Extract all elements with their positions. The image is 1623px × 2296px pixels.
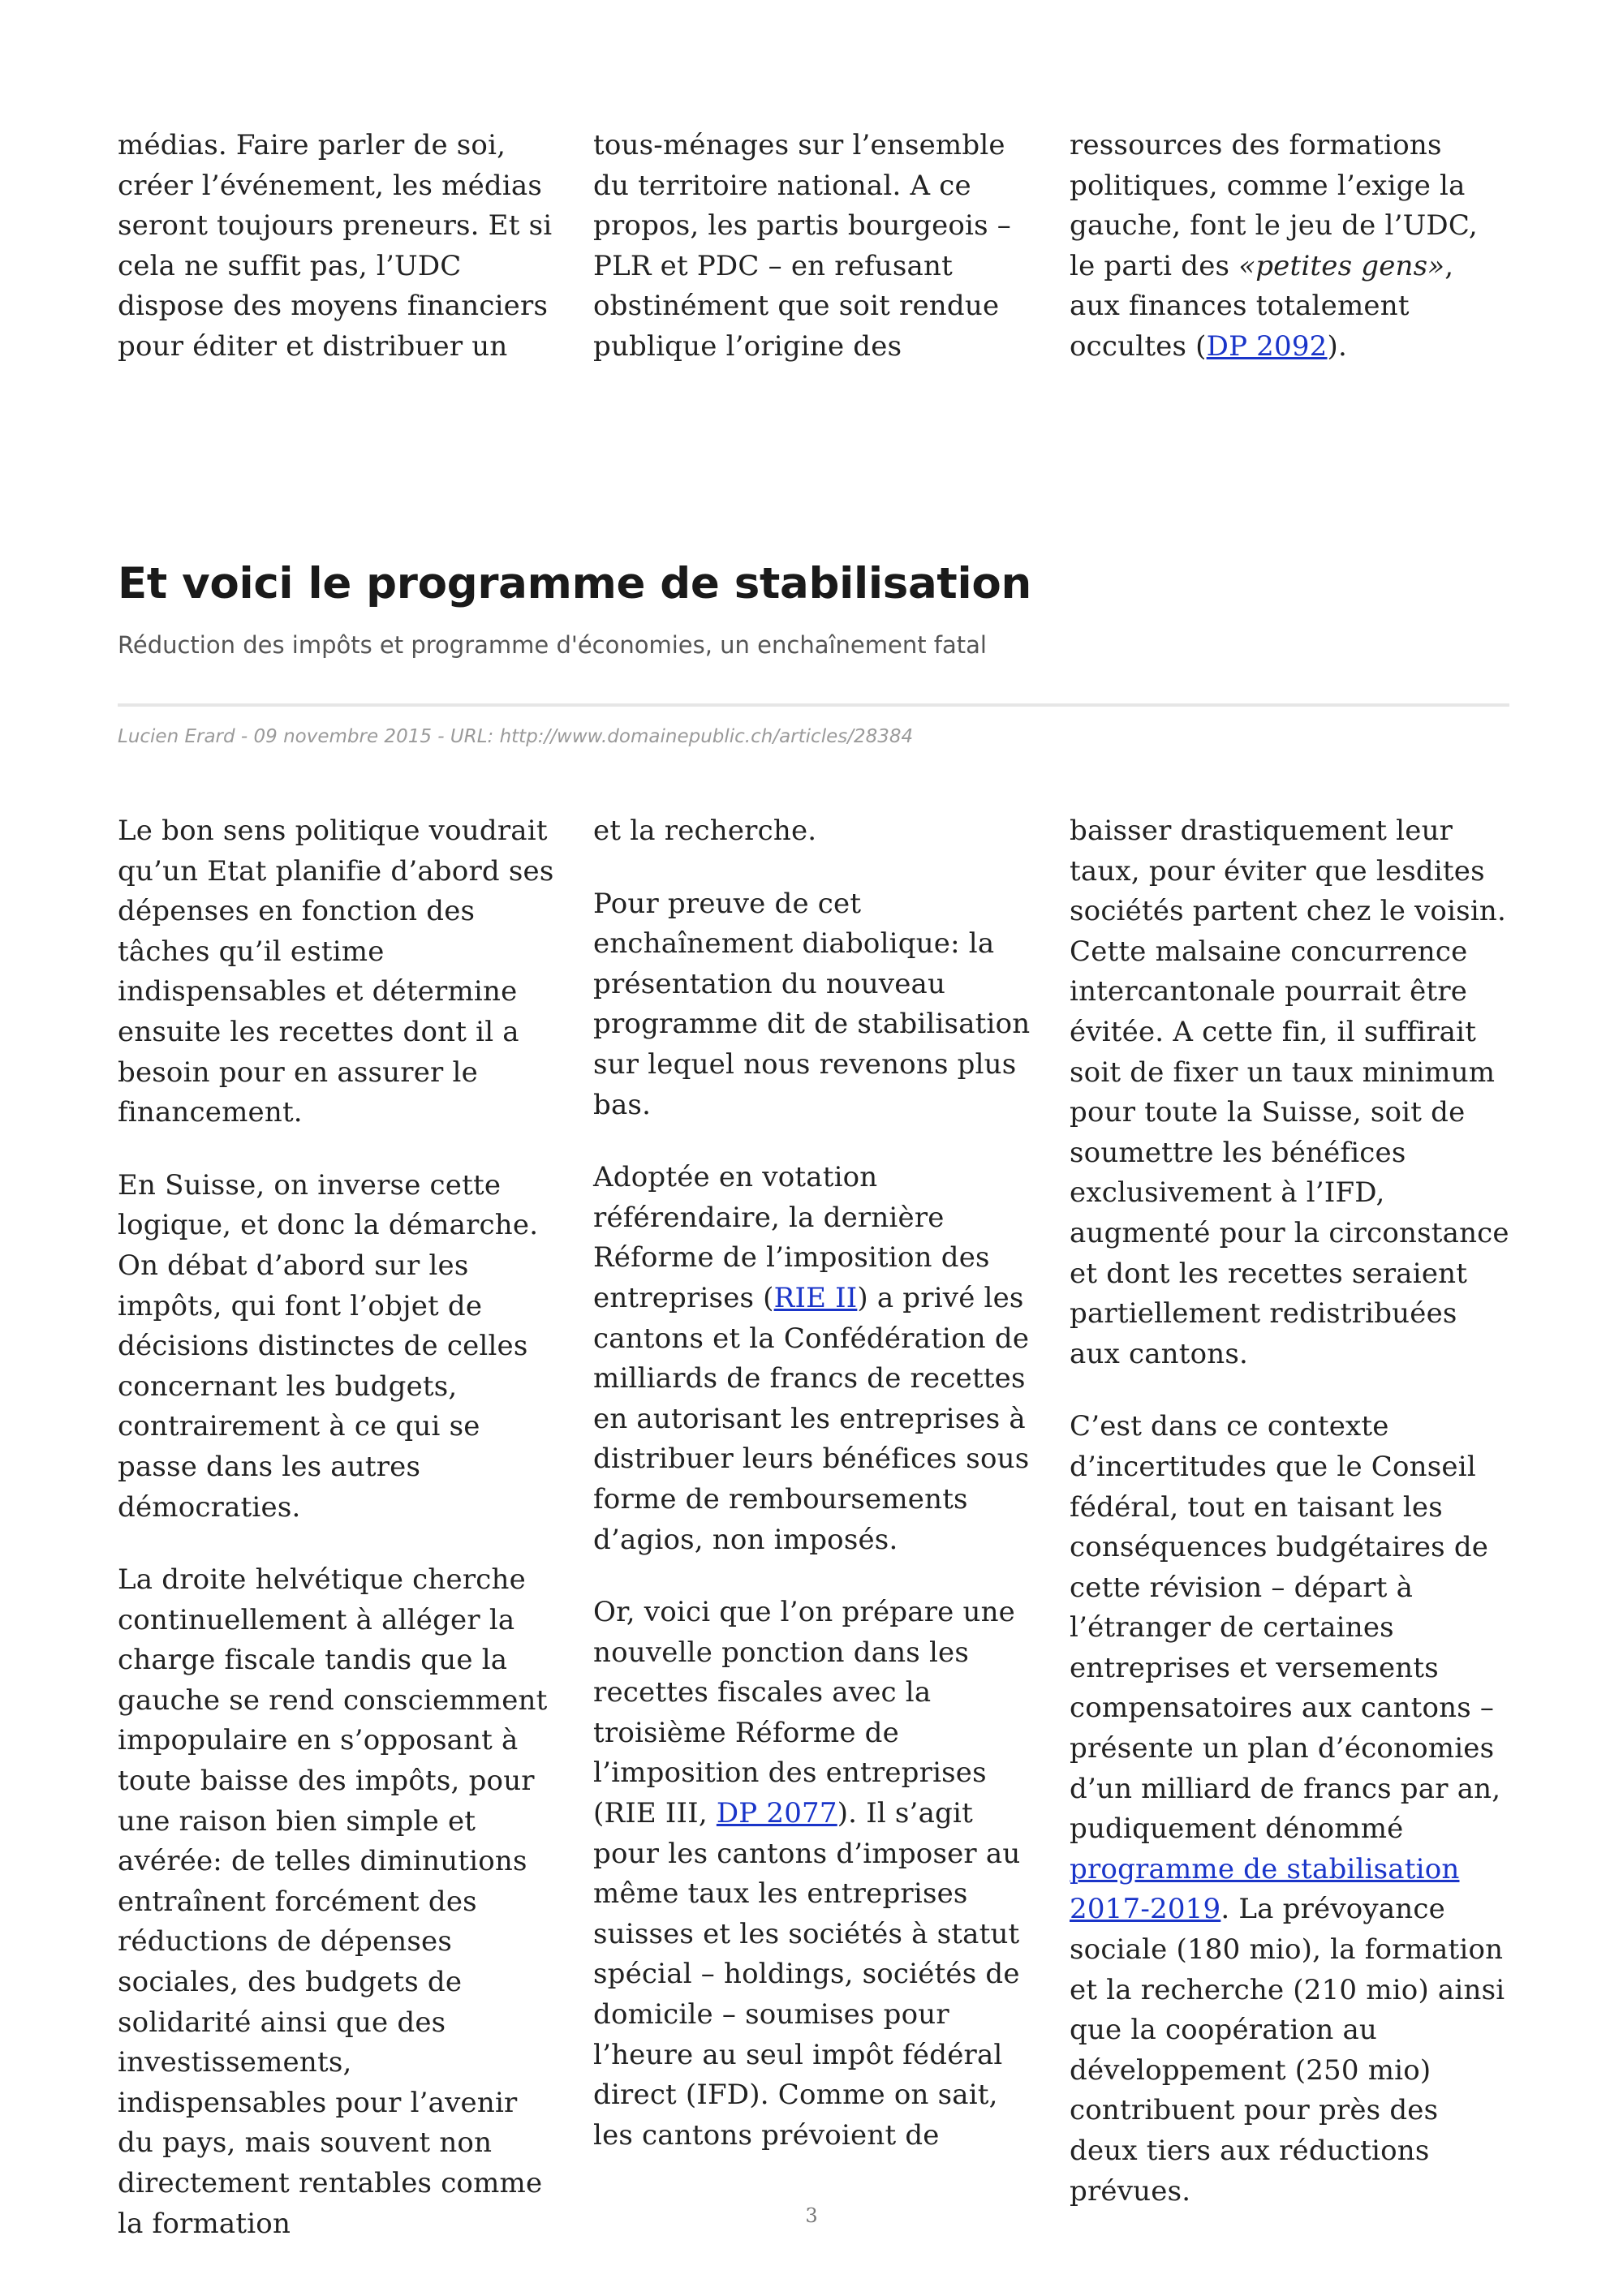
prev-article-paragraph: tous-ménages sur l’ensemble du territoire national. A ce propos, les partis bourgeois – PLR et PDC – en refusant obstinément que soit rendue publique l’origine des	[593, 129, 1011, 363]
article-col-3	[1070, 811, 1512, 2212]
text-run: Adoptée en votation référendaire, la dernière Réforme de l’imposition des entreprises (	[593, 1161, 990, 1314]
article-col-1	[118, 811, 560, 2244]
emphasis-text: «petites gens»	[1238, 249, 1445, 282]
article-paragraph	[593, 1158, 1035, 1560]
article-paragraph: La droite helvétique cherche continuellement à alléger la charge fiscale tandis que la gauche se rend consciemment impopulaire en s’opposant à toute baisse des impôts, pour une raison bien simple et avérée: de telles diminutions entraînent forcément des réductions de dépenses sociales, des budgets de solidarité ainsi que des investissements, indispensables pour l’avenir du pays, mais souvent non directement rentables comme la formation	[118, 1563, 548, 2240]
article-paragraph	[1070, 1407, 1512, 2212]
dp-2092-link[interactable]: DP 2092	[1206, 329, 1328, 363]
divider	[118, 703, 1509, 707]
prev-article-paragraph: médias. Faire parler de soi, créer l’événement, les médias seront toujours preneurs. Et si cela ne suffit pas, l’UDC dispose des moyens financiers pour éditer et distribuer un	[118, 129, 553, 363]
text-run: C’est dans ce contexte d’incertitudes que le Conseil fédéral, tout en taisant les conséquences budgétaires de cette révision – départ à l’étranger de certaines entreprises et versements compensatoires aux cantons – présente un plan d’économies d’un milliard de francs par an, pudiquement dénommé	[1070, 1410, 1501, 1846]
programme-stabilisation-link[interactable]: programme de stabilisation 2017-2019	[1070, 1852, 1460, 1926]
text-run: ).	[1327, 329, 1347, 363]
article-title: Et voici le programme de stabilisation	[118, 559, 1031, 608]
article-paragraph: Le bon sens politique voudrait qu’un Etat planifie d’abord ses dépenses en fonction des tâches qu’il estime indispensables et détermine ensuite les recettes dont il a besoin pour en assurer le financement.	[118, 815, 554, 1129]
text-run: , aux finances totalement occultes (	[1070, 249, 1454, 363]
prev-article-col-2	[593, 126, 1035, 368]
text-run: ). Il s’agit pour les cantons d’imposer au même taux les entreprises suisses et les sociétés à statut spécial – holdings, sociétés de domicile – soumises pour l’heure au seul impôt fédéral direct (IFD). Comme on sait, les cantons prévoient de	[593, 1797, 1021, 2152]
article-paragraph: Pour preuve de cet enchaînement diabolique: la présentation du nouveau programme dit de stabilisation sur lequel nous revenons plus bas.	[593, 887, 1031, 1121]
text-run: ) a privé les cantons et la Confédération de milliards de francs de recettes en autorisant les entreprises à distribuer leurs bénéfices sous forme de remboursements d’agios, non imposés.	[593, 1281, 1030, 1556]
text-run: . La prévoyance sociale (180 mio), la formation et la recherche (210 mio) ainsi que la coopération au développement (250 mio) contribuent pour près des deux tiers aux réductions prévues.	[1070, 1893, 1505, 2208]
article-paragraph: baisser drastiquement leur taux, pour éviter que lesdites sociétés partent chez le voisin. Cette malsaine concurrence intercantonale pourrait être évitée. A cette fin, il suffirait soit de fixer un taux minimum pour toute la Suisse, soit de soumettre les bénéfices exclusivement à l’IFD, augmenté pour la circonstance et dont les recettes seraient partiellement redistribuées aux cantons.	[1070, 815, 1509, 1370]
article-byline: Lucien Erard - 09 novembre 2015 - URL: http://www.domainepublic.ch/articles/28384	[118, 726, 914, 747]
article-paragraph: et la recherche.	[593, 815, 817, 847]
text-run: ressources des formations politiques, comme l’exige la gauche, font le jeu de l’UDC, le parti des	[1070, 129, 1478, 282]
rie-ii-link[interactable]: RIE II	[773, 1281, 858, 1314]
article-paragraph: En Suisse, on inverse cette logique, et donc la démarche. On débat d’abord sur les impôts, qui font l’objet de décisions distinctes de celles concernant les budgets, contrairement à ce qui se passe dans les autres démocraties.	[118, 1168, 539, 1524]
prev-article-col-3	[1070, 126, 1512, 368]
prev-article-paragraph	[1070, 126, 1512, 368]
article-col-2	[593, 811, 1035, 2156]
dp-2077-link[interactable]: DP 2077	[716, 1797, 837, 1830]
article-subtitle: Réduction des impôts et programme d'économies, un enchaînement fatal	[118, 631, 987, 659]
prev-article-col-1	[118, 126, 560, 368]
article-paragraph	[593, 1593, 1035, 2156]
text-run: Or, voici que l’on prépare une nouvelle ponction dans les recettes fiscales avec la troisième Réforme de l’imposition des entreprises (RIE III,	[593, 1596, 1016, 1830]
page-number: 3	[805, 2204, 818, 2227]
